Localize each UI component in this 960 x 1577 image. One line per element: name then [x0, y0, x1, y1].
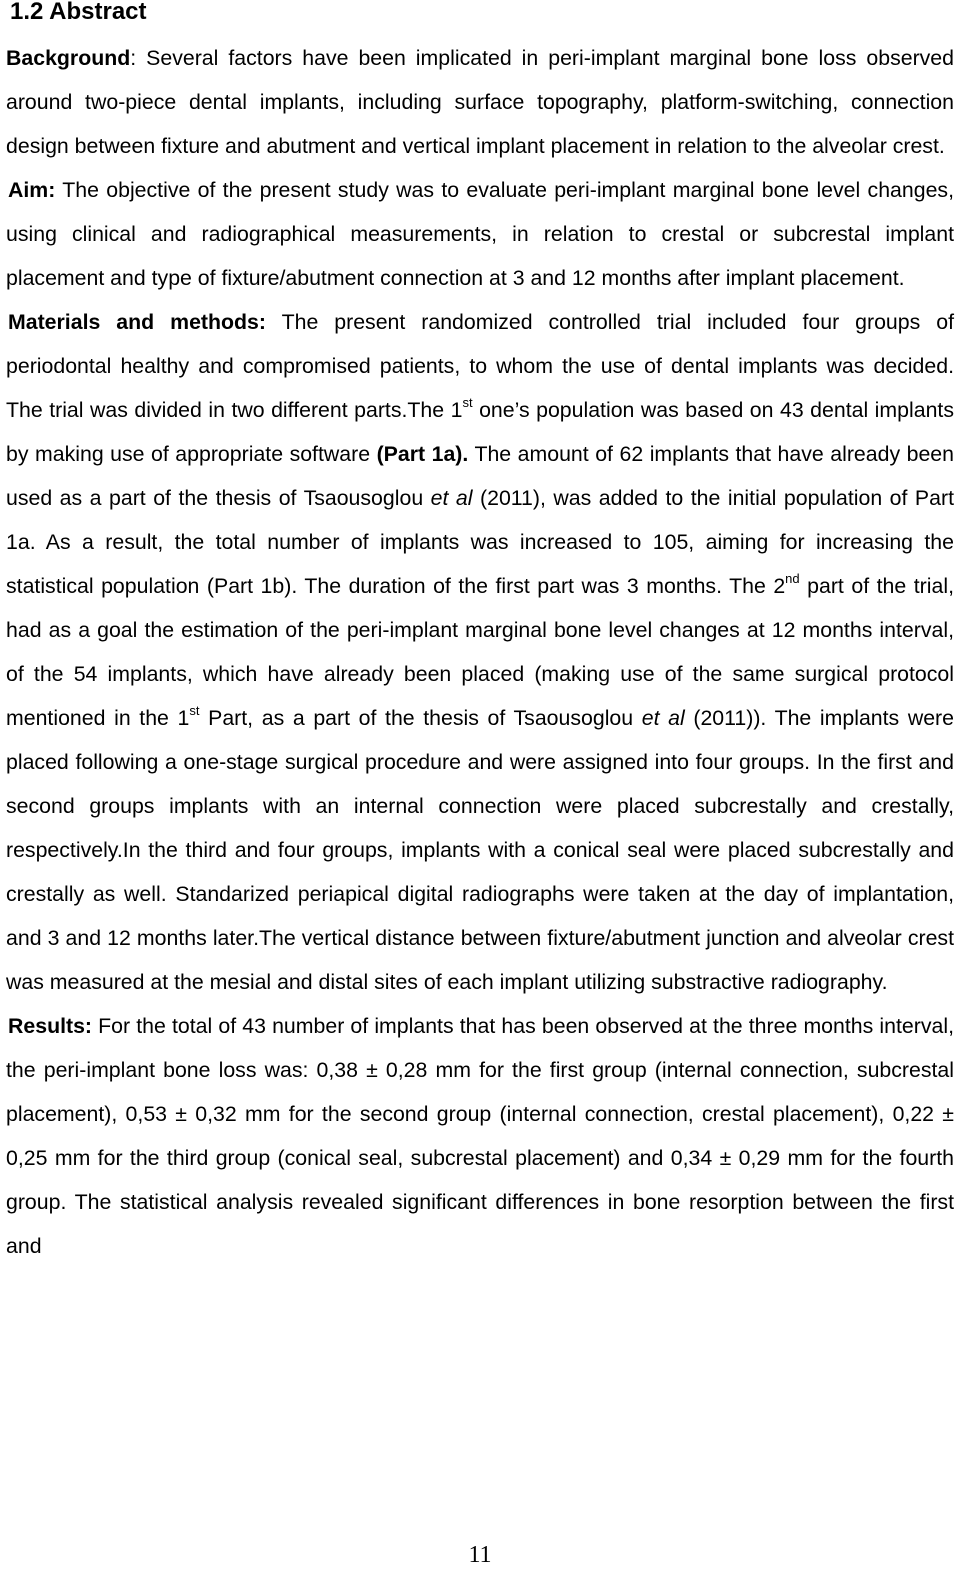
- background-text: Several factors have been implicated in peri-implant marginal bone loss observed around two-piece dental implants, including surface topography, platform-switching, connection design between fixture and abutment and vertical implant placement in relation to the alveolar crest.: [6, 46, 954, 158]
- methods-paragraph: [6, 300, 954, 1004]
- methods-text-4: (2011), was added to the initial population of Part 1a. As a result, the total number of implants was increased to 105, aiming for increasing the statistical population (Part 1b). The duration of the first part was 3 months. The 2: [6, 486, 954, 598]
- section-heading: 1.2 Abstract: [10, 0, 147, 25]
- page-number: 11: [468, 1542, 492, 1568]
- methods-text-2: one’s population was based on 43 dental implants by making use of appropriate software: [6, 398, 954, 466]
- part-1a-label: (Part 1a).: [376, 442, 469, 466]
- aim-text: The objective of the present study was to evaluate peri-implant marginal bone level changes, using clinical and radiographical measurements, in relation to crestal or subcrestal implant placement and type of fixture/abutment connection at 3 and 12 months after implant placement.: [6, 178, 954, 290]
- methods-label: Materials and methods:: [8, 310, 266, 334]
- ordinal-superscript: st: [462, 394, 473, 410]
- methods-text-1: The present randomized controlled trial included four groups of periodontal healthy and compromised patients, to whom the use of dental implants was decided. The trial was divided in two different parts.The 1: [6, 310, 954, 422]
- aim-label: Aim:: [8, 178, 56, 202]
- results-text: For the total of 43 number of implants that has been observed at the three months interval, the peri-implant bone loss was: 0,38 ± 0,28 mm for the first group (internal connection, subcrestal placement), 0,53 ± 0,32 mm for the second group (internal connection, crestal placement), 0,22 ± 0,25 mm for the third group (conical seal, subcrestal placement) and 0,34 ± 0,29 mm for the fourth group. The statistical analysis revealed significant differences in bone resorption between the first and: [6, 1014, 954, 1258]
- methods-text-7: (2011)). The implants were placed following a one-stage surgical procedure and were assigned into four groups. In the first and second groups implants with an internal connection were placed subcrestally and crestally, respectively.In the third and four groups, implants with a conical seal were placed subcrestally and crestally as well. Standarized periapical digital radiographs were taken at the day of implantation, and 3 and 12 months later.The vertical distance between fixture/abutment junction and alveolar crest was measured at the mesial and distal sites of each implant utilizing substractive radiography.: [6, 706, 954, 994]
- ordinal-superscript: nd: [785, 570, 800, 586]
- methods-text-5: part of the trial, had as a goal the estimation of the peri-implant marginal bone level changes at 12 months interval, of the 54 implants, which have already been placed (making use of the same surgical protocol mentioned in the 1: [6, 574, 954, 730]
- aim-paragraph: [6, 168, 954, 300]
- et-al-citation: et al: [641, 706, 685, 730]
- background-colon: :: [130, 46, 137, 70]
- methods-text-3: The amount of 62 implants that have already been used as a part of the thesis of Tsaousoglou: [6, 442, 954, 510]
- ordinal-superscript: st: [189, 702, 200, 718]
- background-paragraph: [6, 36, 954, 168]
- results-paragraph: [6, 1004, 954, 1268]
- methods-text-6: Part, as a part of the thesis of Tsaousoglou: [199, 706, 642, 730]
- et-al-citation: et al: [430, 486, 473, 510]
- background-label: Background: [6, 46, 131, 70]
- results-label: Results:: [8, 1014, 93, 1038]
